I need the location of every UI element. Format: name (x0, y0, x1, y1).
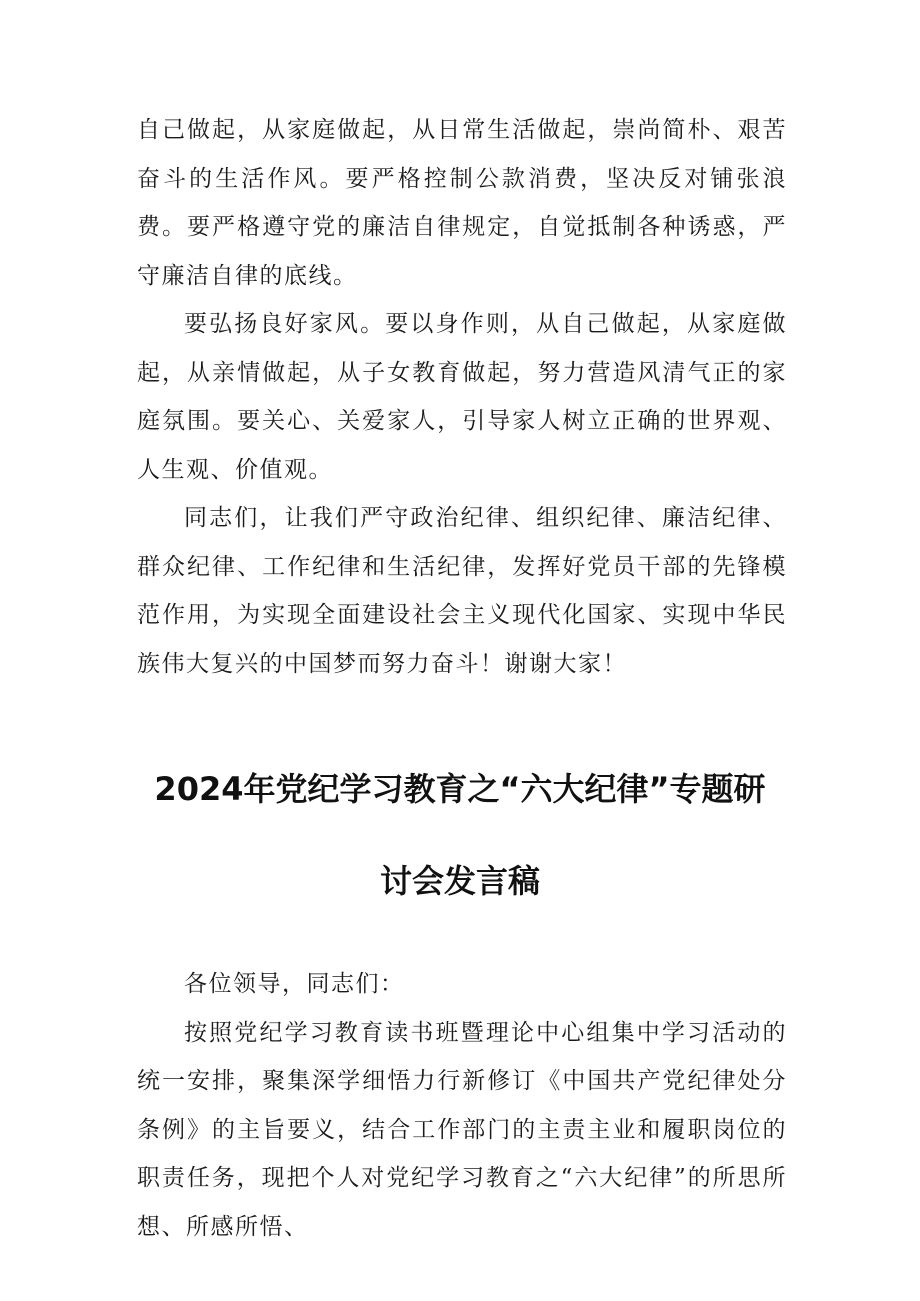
paragraph-closing: 同志们，让我们严守政治纪律、组织纪律、廉洁纪律、群众纪律、工作纪律和生活纪律，发挥好党员干部的先锋模范作用，为实现全面建设社会主义现代化国家、实现中华民族伟大复兴的中国梦而努力奋斗！谢谢大家！ (137, 505, 787, 677)
top-text-block (137, 106, 787, 688)
document-title-line-2: 讨会发言稿 (379, 862, 540, 900)
paragraph-family-style: 要弘扬良好家风。要以身作则，从自己做起，从家庭做起，从亲情做起，从子女教育做起，努力营造风清气正的家庭氛围。要关心、关爱家人，引导家人树立正确的世界观、人生观、价值观。 (137, 311, 787, 483)
paragraph-introduction: 按照党纪学习教育读书班暨理论中心组集中学习活动的统一安排，聚集深学细悟力行新修订《中国共产党纪律处分条例》的主旨要义，结合工作部门的主责主业和履职岗位的职责任务，现把个人对党纪学习教育之“六大纪律”的所思所想、所感所悟、 (137, 1019, 787, 1240)
paragraph-continuation: 自己做起，从家庭做起，从日常生活做起，崇尚简朴、艰苦奋斗的生活作风。要严格控制公款消费，坚决反对铺张浪费。要严格遵守党的廉洁自律规定，自觉抵制各种诱惑，严守廉洁自律的底线。 (137, 117, 787, 289)
salutation: 各位领导，同志们： (184, 971, 405, 997)
bottom-text-block (137, 960, 787, 1251)
document-title-line-1: 2024年党纪学习教育之“六大纪律”专题研 (154, 770, 766, 808)
